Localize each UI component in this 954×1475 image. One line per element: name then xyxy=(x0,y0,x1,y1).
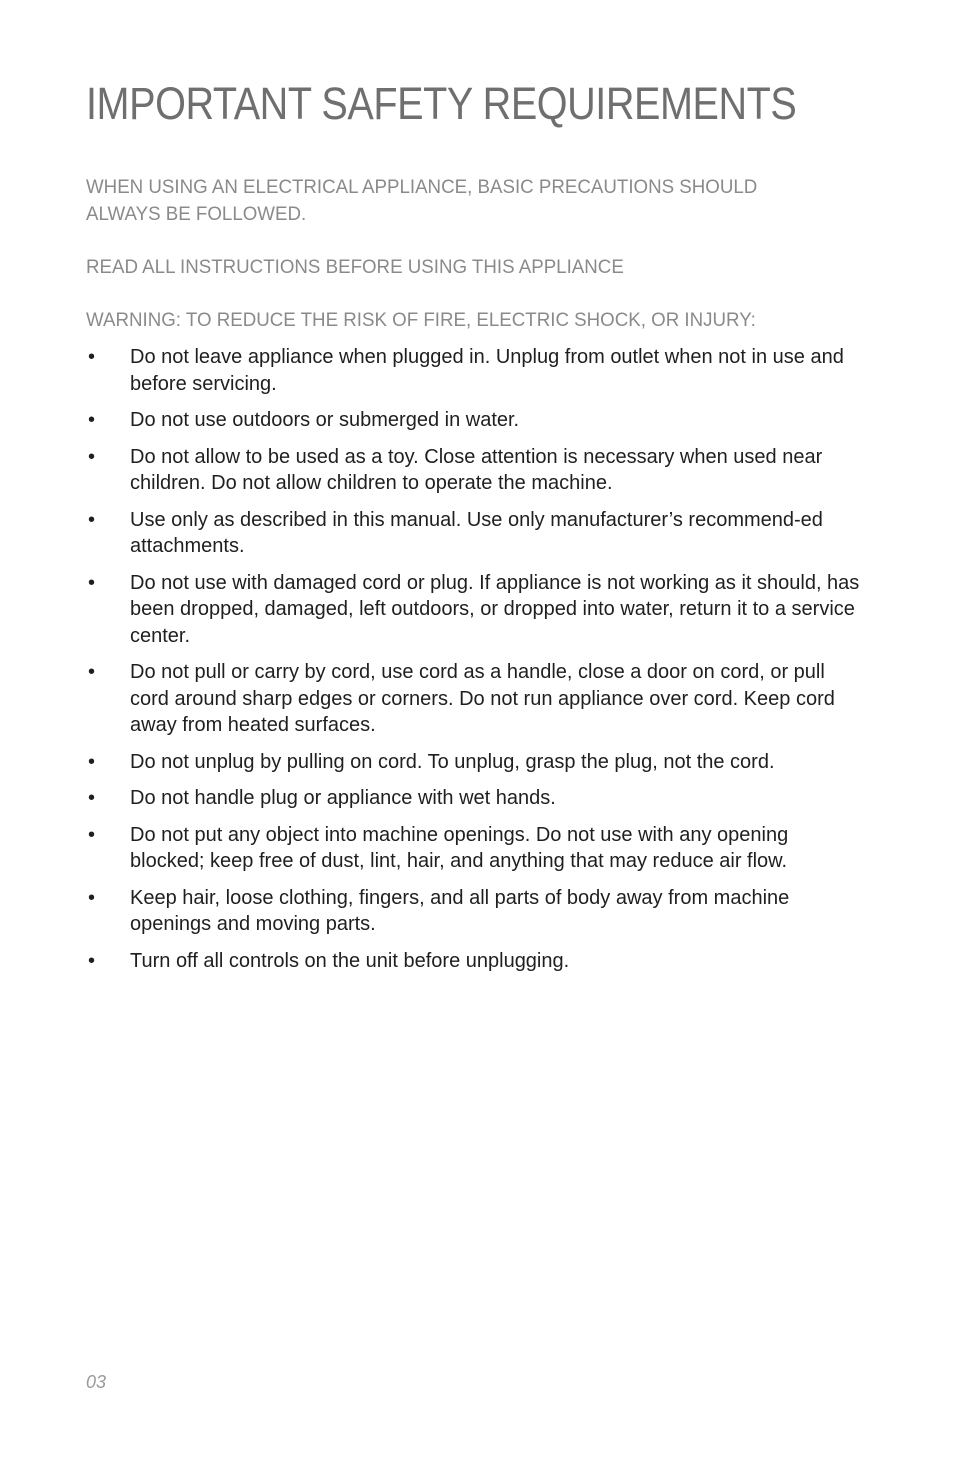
list-item xyxy=(86,749,866,776)
list-item xyxy=(86,444,866,497)
list-item-text: Do not use outdoors or submerged in water. xyxy=(130,409,520,431)
list-item xyxy=(86,570,866,650)
bullet-icon: • xyxy=(88,787,96,809)
page-title: IMPORTANT SAFETY REQUIREMENTS xyxy=(86,78,797,129)
list-item xyxy=(86,407,866,434)
read-instructions-notice: READ ALL INSTRUCTIONS BEFORE USING THIS APPLIANCE xyxy=(86,256,624,278)
list-item-text: Do not put any object into machine openings. Do not use with any opening blocked; keep free of dust, lint, hair, and anything that may reduce air flow. xyxy=(130,823,789,872)
list-item-text: Keep hair, loose clothing, fingers, and all parts of body away from machine openings and moving parts. xyxy=(130,886,790,935)
bullet-icon: • xyxy=(88,949,96,972)
bullet-icon: • xyxy=(88,823,96,846)
list-item xyxy=(86,885,866,938)
list-item xyxy=(86,344,866,397)
list-item xyxy=(86,948,866,975)
bullet-icon: • xyxy=(88,346,96,368)
list-item xyxy=(86,785,866,812)
bullet-icon: • xyxy=(88,445,96,468)
bullet-icon: • xyxy=(88,409,96,431)
bullet-icon: • xyxy=(88,750,96,773)
precautions-notice: WHEN USING AN ELECTRICAL APPLIANCE, BASIC PRECAUTIONS SHOULD ALWAYS BE FOLLOWED. xyxy=(86,176,758,225)
page-number: 03 xyxy=(86,1372,107,1392)
warning-heading: WARNING: TO REDUCE THE RISK OF FIRE, ELECTRIC SHOCK, OR INJURY: xyxy=(86,309,756,331)
list-item-text: Do not leave appliance when plugged in. Unplug from outlet when not in use and before servicing. xyxy=(130,346,844,395)
list-item-text: Do not allow to be used as a toy. Close attention is necessary when used near children. Do not allow children to operate the machine. xyxy=(130,445,823,494)
list-item-text: Do not use with damaged cord or plug. If appliance is not working as it should, has been dropped, damaged, left outdoors, or dropped into water, return it to a service center. xyxy=(130,571,860,647)
bullet-icon: • xyxy=(88,661,96,683)
bullet-icon: • xyxy=(88,571,96,594)
bullet-icon: • xyxy=(88,886,96,909)
list-item xyxy=(86,659,866,739)
list-item xyxy=(86,507,866,560)
list-item-text: Turn off all controls on the unit before unplugging. xyxy=(130,949,570,972)
list-item-text: Do not handle plug or appliance with wet hands. xyxy=(130,787,556,809)
list-item-text: Do not unplug by pulling on cord. To unplug, grasp the plug, not the cord. xyxy=(130,750,775,773)
safety-list xyxy=(86,344,866,984)
list-item-text: Use only as described in this manual. Use only manufacturer’s recommend-ed attachments. xyxy=(130,508,823,557)
list-item-text: Do not pull or carry by cord, use cord as a handle, close a door on cord, or pull cord around sharp edges or corners. Do not run appliance over cord. Keep cord away from heated surfaces. xyxy=(130,661,835,736)
list-item xyxy=(86,822,866,875)
bullet-icon: • xyxy=(88,508,96,531)
